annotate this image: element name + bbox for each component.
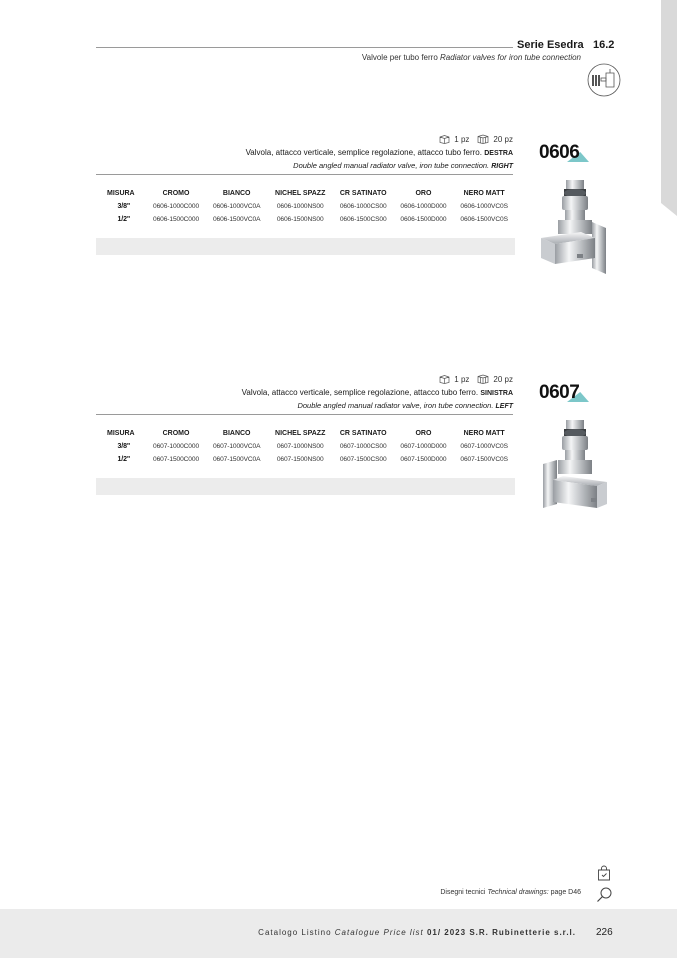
product-code-text: 0606 [539,142,580,163]
page-number: 226 [596,927,613,938]
description-en [293,161,513,170]
table-row [96,453,515,466]
code-cell: 0607-1500VC0S [460,456,508,463]
code-cell: 0607-1000C000 [153,443,200,450]
pack-large: 20 pz [493,134,513,144]
col-cr-satinato: CR SATINATO [339,429,387,437]
description-en [297,401,513,410]
description-en-side: LEFT [495,403,513,410]
table-row [96,213,515,226]
size-cell: 3/8" [117,203,131,210]
size-cell: 1/2" [117,456,131,463]
description-it [242,388,513,397]
product-code [539,142,589,164]
col-cromo: CROMO [162,429,190,437]
description-it-side: SINISTRA [480,390,513,397]
subtitle-it: Valvole per tubo ferro [361,53,438,62]
multi-box-icon [477,374,489,384]
series-title: Serie Esedra [517,39,584,51]
col-misura: MISURA [107,429,135,437]
single-box-icon [439,135,450,144]
code-cell: 0607-1000D000 [400,443,447,450]
description-en-text: Double angled manual radiator valve, iron tube connection. [293,161,490,170]
header-rule [96,47,513,48]
code-cell: 0606-1000CS00 [339,203,387,210]
code-cell: 0607-1500NS00 [276,456,324,463]
col-bianco: BIANCO [222,429,251,437]
subtitle-en: Radiator valves for iron tube connection [440,53,581,62]
description-it-text: Valvola, attacco verticale, semplice regolazione, attacco tubo ferro. [241,388,479,397]
col-nichel-spazz: NICHEL SPAZZ [275,429,326,437]
col-cromo: CROMO [162,189,190,197]
code-cell: 0606-1000NS00 [276,203,324,210]
code-cell: 0606-1000C000 [153,203,200,210]
valve-right-image [537,180,611,292]
tech-page: page D46 [550,889,581,896]
code-cell: 0606-1000VC0A [212,203,261,210]
description-en-side: RIGHT [491,163,513,170]
pack-large: 20 pz [493,374,513,384]
code-cell: 0606-1000VC0S [460,203,508,210]
col-cr-satinato: CR SATINATO [339,189,387,197]
code-cell: 0606-1500CS00 [339,216,387,223]
tech-label-it: Disegni tecnici [440,889,486,896]
code-cell: 0607-1000CS00 [339,443,387,450]
pack-small: 1 pz [454,134,470,144]
page-subtitle [362,53,581,62]
col-nero-matt: NERO MATT [463,429,505,437]
price-table [96,426,515,466]
size-cell: 3/8" [117,443,131,450]
col-oro: ORO [415,189,432,197]
multi-box-icon [477,134,489,144]
code-cell: 0607-1500CS00 [339,456,387,463]
description-it-side: DESTRA [484,150,513,157]
description-it [246,148,513,157]
code-cell: 0606-1500C000 [153,216,200,223]
code-cell: 0606-1500D000 [400,216,447,223]
code-cell: 0606-1500NS00 [276,216,324,223]
single-box-icon [439,375,450,384]
footer-company: S.R. Rubinetterie s.r.l. [469,928,576,937]
shopping-bag-icon[interactable] [597,865,611,881]
description-it-text: Valvola, attacco verticale, semplice regolazione, attacco tubo ferro. [245,148,482,157]
chapter-tab [661,0,677,216]
table-footer-bar [96,238,515,255]
search-icon[interactable] [596,886,613,903]
footer-catalog [258,928,576,937]
code-cell: 0607-1500D000 [400,456,447,463]
code-cell: 0607-1000NS00 [276,443,324,450]
col-bianco: BIANCO [222,189,251,197]
price-table [96,186,515,226]
col-nero-matt: NERO MATT [463,189,505,197]
tech-label-en: Technical drawings: [487,889,549,896]
footer-catalog-en: Catalogue Price list [334,928,424,937]
table-footer-bar [96,478,515,495]
product-code [539,382,589,404]
footer-edition: 01/ 2023 [426,928,467,937]
packaging-info [439,374,513,384]
code-cell: 0607-1000VC0A [212,443,261,450]
table-row [96,440,515,453]
code-cell: 0606-1500VC0A [212,216,261,223]
section-rule [96,174,513,175]
col-misura: MISURA [107,189,135,197]
code-cell: 0607-1000VC0S [460,443,508,450]
technical-drawings-ref [440,889,581,896]
product-code-text: 0607 [539,382,580,403]
footer-catalog-it: Catalogo Listino [258,928,332,937]
table-row [96,200,515,213]
size-cell: 1/2" [117,216,131,223]
code-cell: 0606-1000D000 [400,203,447,210]
col-oro: ORO [415,429,432,437]
page-footer [0,909,677,958]
col-nichel-spazz: NICHEL SPAZZ [275,189,326,197]
section-rule [96,414,513,415]
description-en-text: Double angled manual radiator valve, iron tube connection. [297,401,494,410]
code-cell: 0607-1500C000 [153,456,200,463]
section-number: 16.2 [593,39,615,51]
radiator-valve-icon [587,63,621,97]
valve-left-image [537,420,611,532]
code-cell: 0607-1500VC0A [212,456,261,463]
packaging-info [439,134,513,144]
code-cell: 0606-1500VC0S [460,216,508,223]
pack-small: 1 pz [454,374,470,384]
